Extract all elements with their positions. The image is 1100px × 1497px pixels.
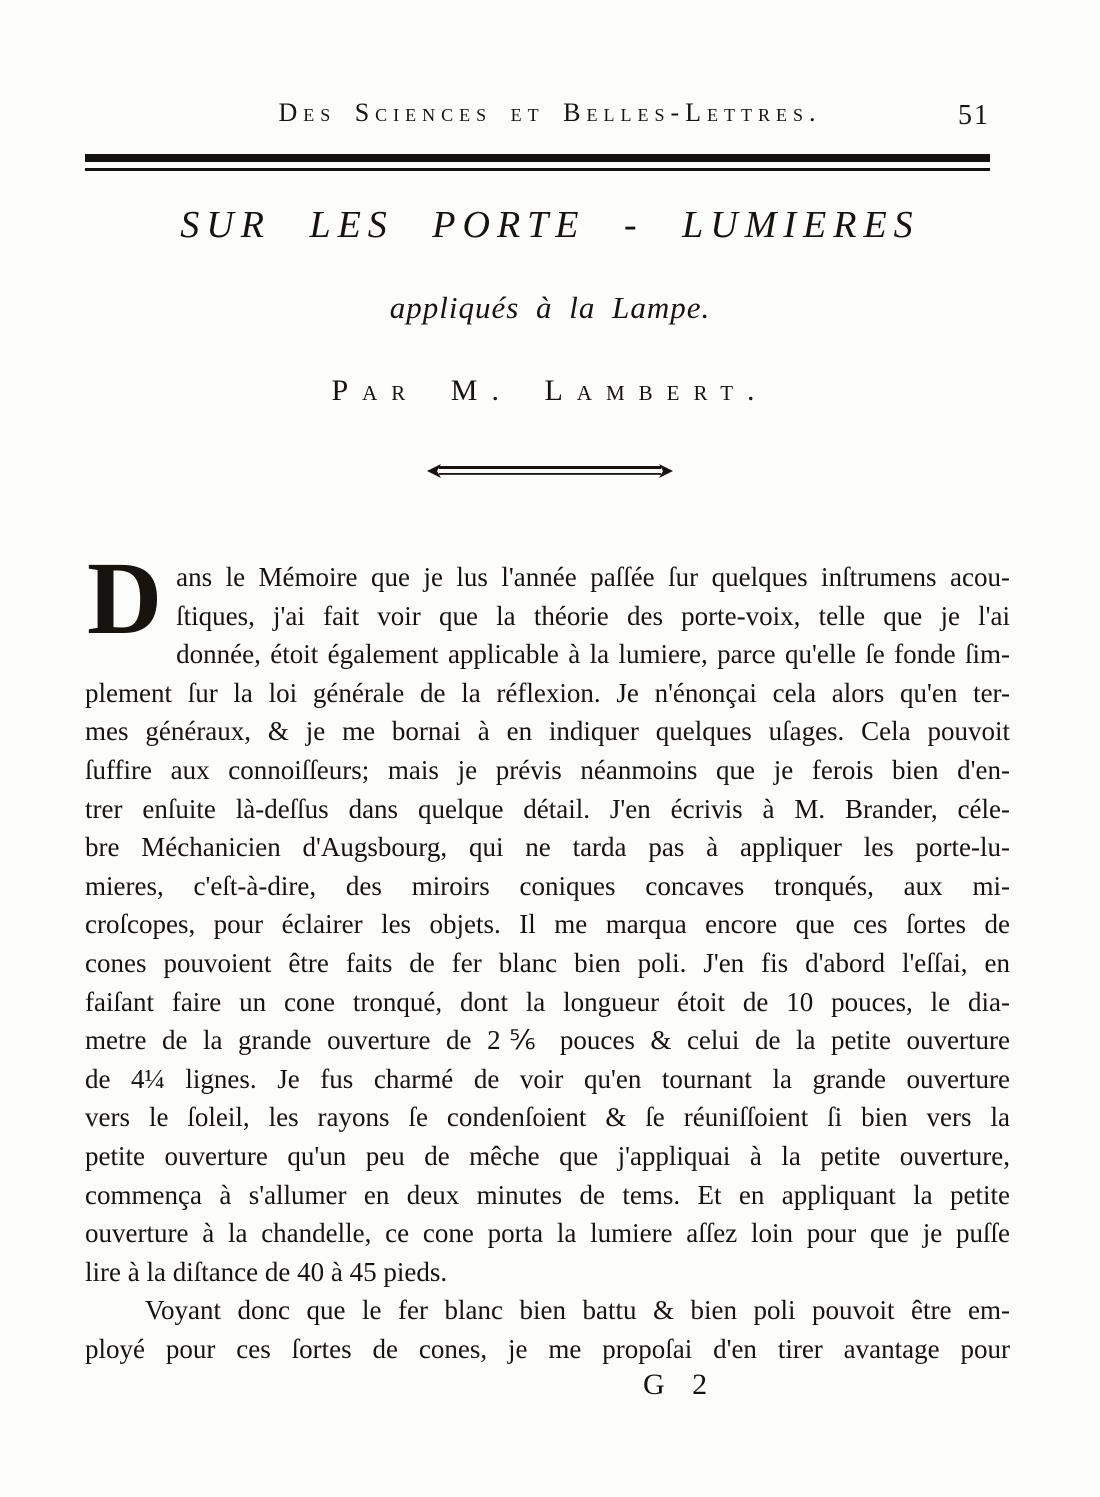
- text-line: bre Méchanicien d'Augsbourg, qui ne tarda pas à appliquer les porte-lu-: [85, 832, 1010, 863]
- running-title: Des Sciences et Belles-Lettres.: [278, 98, 822, 127]
- byline: Par M. Lambert.: [331, 374, 769, 407]
- text-line: vers le ſoleil, les rayons ſe condenſoient & ſe réuniſſoient ſi bien vers la: [85, 1102, 1010, 1133]
- text-line: commença à s'allumer en deux minutes de tems. Et en appliquant la petite: [85, 1179, 1010, 1210]
- text-line: croſcopes, pour éclairer les objets. Il me marqua encore que ces ſortes de: [85, 909, 1010, 940]
- text-line: faiſant faire un cone tronqué, dont la longueur étoit de 10 pouces, le dia-: [85, 986, 1010, 1017]
- text-line: ſuffire aux connoiſſeurs; mais je prévis néanmoins que je ferois bien d'en-: [85, 754, 1010, 785]
- article-title: SUR LES PORTE - LUMIERES: [180, 204, 920, 246]
- text-line: cones pouvoient être faits de fer blanc bien poli. J'en fis d'abord l'eſſai, en: [85, 947, 1010, 978]
- text-line: ans le Mémoire que je lus l'année paſſée ſur quelques inſtrumens acou-: [176, 562, 1010, 592]
- text-line: mieres, c'eſt-à-dire, des miroirs coniques concaves tronqués, aux mi-: [85, 870, 1010, 901]
- text-line: petite ouverture qu'un peu de mêche que j'appliquai à la petite ouverture,: [85, 1140, 1010, 1171]
- signature-mark: G 2: [643, 1368, 718, 1401]
- text-line: Voyant donc que le fer blanc bien battu & bien poli pouvoit être em-: [145, 1295, 1010, 1326]
- body-text: [85, 541, 1010, 1368]
- page-number: 51: [958, 100, 990, 131]
- text-line: ployé pour ces ſortes de cones, je me propoſai d'en tirer avantage pour: [85, 1333, 1010, 1364]
- text-line: metre de la grande ouverture de 2⅚ pouces & celui de la petite ouverture: [85, 1025, 1010, 1056]
- article-subtitle: appliqués à la Lampe.: [389, 290, 711, 325]
- text-line: ouverture à la chandelle, ce cone porta la lumiere aſſez loin pour que je puſſe: [85, 1218, 1010, 1249]
- divider-ornament: [0, 460, 1100, 487]
- header-rule: [85, 154, 990, 171]
- text-line: trer enſuite là-deſſus dans quelque détail. J'en écrivis à M. Brander, céle-: [85, 793, 1010, 824]
- paragraph-1: [85, 541, 1010, 1291]
- paragraph-2: [85, 1291, 1010, 1368]
- double-line-arrow-ornament: [425, 460, 675, 482]
- dropcap-letter: D: [87, 541, 163, 656]
- text-line: de 4¼ lignes. Je fus charmé de voir qu'en tournant la grande ouverture: [85, 1063, 1010, 1094]
- text-line: lire à la diſtance de 40 à 45 pieds.: [85, 1256, 448, 1287]
- text-line: mes généraux, & je me bornai à en indiquer quelques uſages. Cela pouvoit: [85, 716, 1010, 747]
- text-line: plement ſur la loi générale de la réflexion. Je n'énonçai cela alors qu'en ter-: [85, 677, 1010, 708]
- text-line: donnée, étoit également applicable à la lumiere, parce qu'elle ſe fonde ſim-: [176, 639, 1010, 670]
- text-line: ſtiques, j'ai fait voir que la théorie des porte-voix, telle que je l'ai: [176, 600, 1010, 631]
- running-header: [0, 98, 1100, 138]
